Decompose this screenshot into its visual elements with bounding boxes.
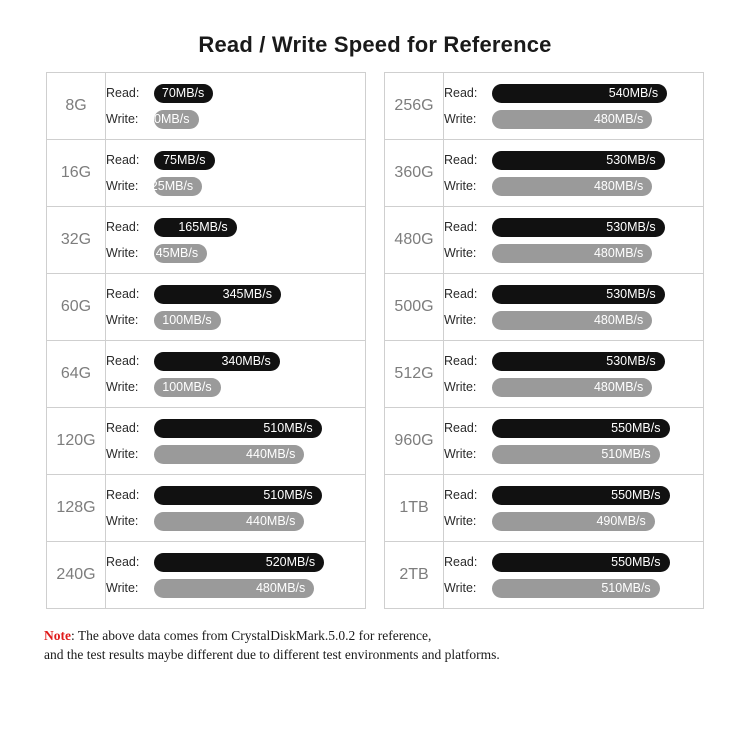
capacity-label: 256G [385,73,444,140]
capacity-label: 512G [385,341,444,408]
read-speed-bar [154,151,215,170]
write-label: Write: [444,581,477,595]
page-title: Read / Write Speed for Reference [198,32,552,57]
table-row [47,475,366,542]
write-label: Write: [444,313,477,327]
table-row [385,475,704,542]
write-label: Write: [444,179,477,193]
write-speed-bar-row [106,241,365,265]
speed-bars-cell [444,408,704,475]
read-value: 340MB/s [221,354,271,368]
write-speed-bar [154,579,314,598]
speed-bars-cell [444,207,704,274]
write-speed-bar [492,579,660,598]
table-row [47,207,366,274]
table-row [385,140,704,207]
speed-bars-cell [444,542,704,609]
footnote [44,626,726,664]
speed-bars-cell [106,408,366,475]
write-speed-bar-row [444,442,703,466]
footnote-line-2: and the test results maybe different due to different test environments and platforms. [44,647,500,662]
capacity-table-right [384,72,704,609]
write-speed-bar [492,244,652,263]
write-speed-bar-row [106,375,365,399]
table-row [47,542,366,609]
read-label: Read: [106,555,140,569]
write-speed-bar-row [106,442,365,466]
write-value: 10MB/s [147,112,190,126]
read-speed-bar [154,84,213,103]
write-value: 480MB/s [593,246,644,260]
write-speed-bar [492,378,652,397]
read-value: 530MB/s [606,220,656,234]
read-speed-bar-row [106,550,365,574]
table-row [385,274,704,341]
read-speed-bar-row [106,416,365,440]
table-row [47,140,366,207]
speed-bars-cell [444,73,704,140]
write-value: 480MB/s [593,313,644,327]
capacity-label: 500G [385,274,444,341]
read-speed-bar-row [106,148,365,172]
read-value: 530MB/s [606,287,656,301]
read-value: 550MB/s [611,488,661,502]
write-speed-bar-row [106,576,365,600]
read-value: 70MB/s [161,86,205,100]
capacity-label: 64G [47,341,106,408]
write-label: Write: [444,246,477,260]
read-label: Read: [106,220,140,234]
speed-bars-cell [444,274,704,341]
write-speed-bar [154,244,207,263]
read-speed-bar [492,486,670,505]
read-speed-bar [492,285,665,304]
read-label: Read: [106,86,140,100]
write-value: 45MB/s [155,246,199,260]
write-label: Write: [106,179,139,193]
speed-bars-cell [106,542,366,609]
read-value: 510MB/s [263,488,313,502]
write-label: Write: [106,313,139,327]
read-speed-bar-row [444,483,703,507]
capacity-label: 8G [47,73,106,140]
read-value: 550MB/s [611,421,661,435]
write-value: 490MB/s [596,514,646,528]
capacity-label: 960G [385,408,444,475]
write-speed-bar-row [444,375,703,399]
write-speed-bar [492,445,660,464]
read-value: 520MB/s [265,555,316,569]
table-row [385,408,704,475]
table-row [47,341,366,408]
write-speed-bar-row [444,241,703,265]
write-speed-bar [147,110,199,129]
read-value: 550MB/s [611,555,661,569]
write-label: Write: [106,112,139,126]
read-label: Read: [444,287,478,301]
write-value: 25MB/s [150,179,194,193]
footnote-line-1: : The above data comes from CrystalDiskMark.5.0.2 for reference, [71,628,432,643]
read-speed-bar-row [106,215,365,239]
write-value: 480MB/s [593,112,644,126]
table-body-right [385,73,704,609]
write-value: 100MB/s [162,380,212,394]
table-body-left [47,73,366,609]
read-speed-bar [154,218,237,237]
read-label: Read: [106,354,140,368]
read-speed-bar [154,553,324,572]
write-speed-bar [154,512,304,531]
write-speed-bar [150,177,202,196]
read-speed-bar [492,553,670,572]
read-value: 345MB/s [222,287,272,301]
read-label: Read: [444,421,478,435]
table-row [385,73,704,140]
read-label: Read: [444,354,478,368]
read-speed-bar-row [444,416,703,440]
write-value: 510MB/s [601,447,651,461]
capacity-label: 16G [47,140,106,207]
read-speed-bar [154,419,322,438]
write-value: 440MB/s [246,447,296,461]
read-value: 530MB/s [606,153,656,167]
speed-bars-cell [444,341,704,408]
write-speed-bar-row [106,308,365,332]
read-speed-bar-row [444,81,703,105]
read-speed-bar-row [444,550,703,574]
table-row [385,341,704,408]
read-value: 75MB/s [163,153,206,167]
read-speed-bar [154,285,281,304]
write-speed-bar-row [444,174,703,198]
read-speed-bar-row [106,349,365,373]
table-row [385,542,704,609]
read-value: 510MB/s [263,421,313,435]
read-value: 540MB/s [608,86,659,100]
write-speed-bar [492,512,655,531]
write-speed-bar [154,311,221,330]
read-label: Read: [444,488,478,502]
read-speed-bar [154,352,280,371]
write-speed-bar-row [444,576,703,600]
read-speed-bar [492,151,665,170]
write-label: Write: [106,380,139,394]
write-label: Write: [444,447,477,461]
read-speed-bar-row [106,483,365,507]
speed-bars-cell [106,475,366,542]
capacity-label: 60G [47,274,106,341]
write-label: Write: [444,380,477,394]
read-label: Read: [106,421,140,435]
write-speed-bar-row [444,509,703,533]
write-value: 440MB/s [246,514,296,528]
write-speed-bar-row [444,107,703,131]
read-label: Read: [444,220,478,234]
read-value: 530MB/s [606,354,656,368]
write-label: Write: [444,112,477,126]
write-speed-bar [492,311,652,330]
read-label: Read: [444,153,478,167]
speed-bars-cell [106,73,366,140]
speed-bars-cell [444,140,704,207]
speed-bars-cell [106,274,366,341]
write-speed-bar-row [106,174,365,198]
speed-bars-cell [106,341,366,408]
speed-bars-cell [444,475,704,542]
read-label: Read: [106,488,140,502]
read-speed-bar-row [106,81,365,105]
write-label: Write: [106,581,139,595]
write-speed-bar-row [106,107,365,131]
read-speed-bar [154,486,322,505]
speed-tables [0,72,750,609]
write-label: Write: [444,514,477,528]
write-speed-bar-row [444,308,703,332]
capacity-label: 480G [385,207,444,274]
write-value: 480MB/s [593,380,644,394]
speed-bars-cell [106,207,366,274]
write-speed-bar [154,445,304,464]
write-speed-bar [492,110,652,129]
capacity-label: 1TB [385,475,444,542]
write-value: 480MB/s [255,581,306,595]
write-label: Write: [106,246,139,260]
read-speed-bar [492,84,667,103]
table-row [47,408,366,475]
write-speed-bar [154,378,221,397]
read-speed-bar [492,419,670,438]
read-speed-bar-row [106,282,365,306]
write-speed-bar-row [106,509,365,533]
read-speed-bar-row [444,215,703,239]
table-row [385,207,704,274]
capacity-label: 240G [47,542,106,609]
footnote-keyword: Note [44,628,71,643]
read-label: Read: [444,86,478,100]
read-speed-bar-row [444,349,703,373]
read-speed-bar [492,218,665,237]
read-label: Read: [106,153,140,167]
capacity-label: 120G [47,408,106,475]
read-speed-bar [492,352,665,371]
read-label: Read: [444,555,478,569]
write-label: Write: [106,447,139,461]
table-row [47,73,366,140]
capacity-label: 32G [47,207,106,274]
read-speed-bar-row [444,148,703,172]
capacity-label: 2TB [385,542,444,609]
write-label: Write: [106,514,139,528]
capacity-table-left [46,72,366,609]
read-value: 165MB/s [178,220,228,234]
write-value: 480MB/s [593,179,644,193]
read-speed-bar-row [444,282,703,306]
write-speed-bar [492,177,652,196]
capacity-label: 128G [47,475,106,542]
speed-bars-cell [106,140,366,207]
table-row [47,274,366,341]
read-label: Read: [106,287,140,301]
capacity-label: 360G [385,140,444,207]
write-value: 100MB/s [162,313,212,327]
write-value: 510MB/s [601,581,651,595]
